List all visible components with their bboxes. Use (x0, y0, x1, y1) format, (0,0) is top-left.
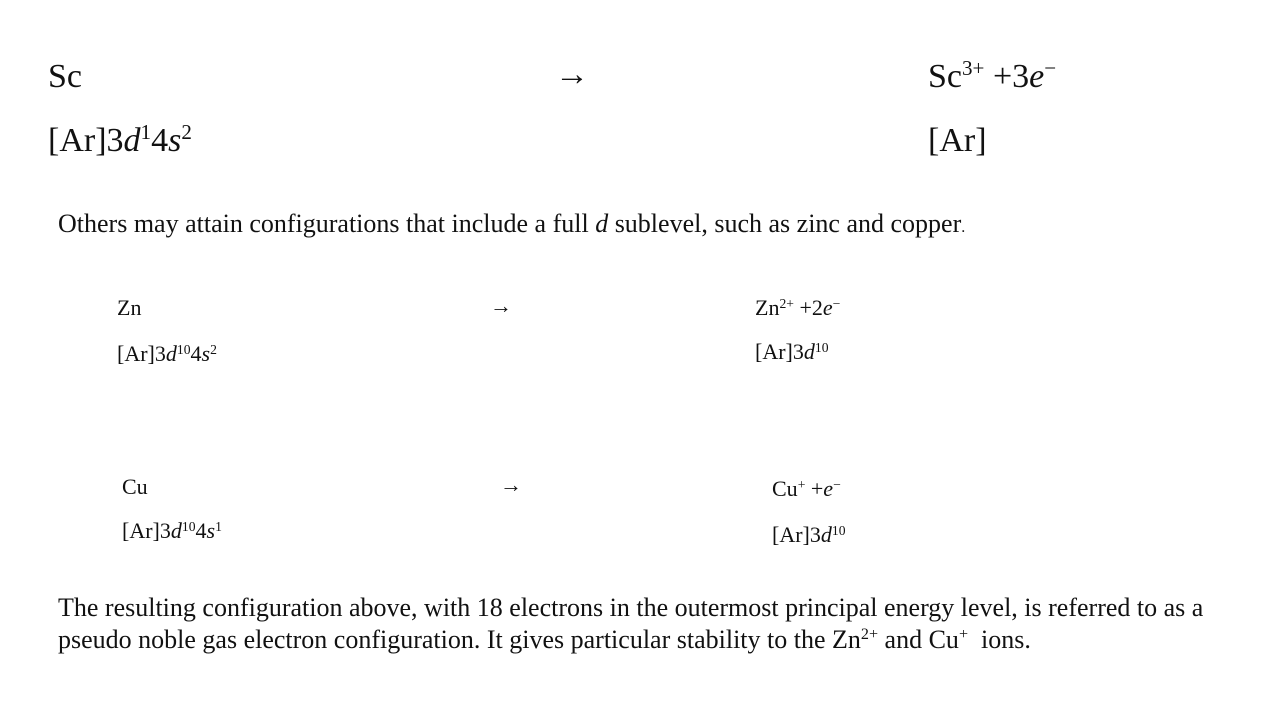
config-d-count: 10 (181, 518, 196, 534)
ion-config-d-count: 10 (831, 522, 846, 538)
config-s-count: 1 (215, 518, 222, 534)
electron-symbol: e (1029, 58, 1045, 95)
zinc-ion-equation (755, 297, 840, 319)
electron-charge: − (833, 476, 841, 492)
scandium-ion-equation (928, 56, 1057, 95)
ion-config-prefix: [Ar]3 (772, 522, 821, 547)
config-d-count: 1 (140, 120, 152, 145)
config-d: d (170, 518, 182, 543)
config-prefix: [Ar]3 (122, 518, 171, 543)
config-mid: 4 (190, 341, 202, 366)
ion-config-d-count: 10 (814, 339, 829, 355)
zinc-ion-config (755, 341, 829, 363)
config-s: s (201, 341, 211, 366)
scandium-ion-config: [Ar] (928, 122, 987, 159)
config-d: d (165, 341, 177, 366)
copper-config (122, 520, 222, 542)
ion-symbol: Cu (772, 476, 798, 501)
config-mid: 4 (151, 122, 169, 159)
para2-and: and (878, 624, 929, 654)
config-s: s (168, 122, 182, 159)
config-mid: 4 (195, 518, 207, 543)
electron-count: +3 (992, 58, 1030, 95)
config-d-count: 10 (176, 341, 191, 357)
electron-count: + (810, 476, 824, 501)
paragraph-pseudo-noble-gas (58, 592, 1208, 655)
para1-after: sublevel, such as zinc and copper (608, 209, 962, 238)
electron-charge: − (832, 295, 841, 311)
ion-charge: + (797, 476, 806, 492)
electron-count: +2 (799, 295, 823, 320)
scandium-config (48, 120, 192, 159)
config-prefix: [Ar]3 (48, 122, 124, 159)
ion-config-d: d (803, 339, 815, 364)
ion-charge: 3+ (962, 56, 985, 81)
ion-config-prefix: [Ar]3 (755, 339, 804, 364)
para2-text: The resulting configuration above, with 18 electrons in the outermost principal energy level, is referred to as a pseudo noble gas electron configuration. It gives particular stability to the (58, 593, 1204, 654)
para1-italic-d: d (595, 209, 609, 238)
zinc-symbol: Zn (117, 295, 142, 320)
copper-ion-equation (772, 478, 841, 500)
paragraph-full-d-sublevel (58, 208, 965, 240)
config-prefix: [Ar]3 (117, 341, 166, 366)
reaction-arrow-icon: → (555, 56, 589, 93)
config-s-count: 2 (181, 120, 192, 145)
config-s-count: 2 (210, 341, 217, 357)
reaction-arrow-icon: → (490, 293, 512, 318)
para2-zn: Zn (832, 624, 861, 654)
config-d: d (123, 122, 141, 159)
electron-symbol: e (823, 476, 834, 501)
electron-charge: − (1044, 56, 1057, 81)
config-s: s (206, 518, 216, 543)
para2-cu: Cu (928, 624, 959, 654)
para1-period: . (961, 219, 966, 236)
copper-symbol: Cu (122, 474, 148, 499)
zinc-config (117, 343, 217, 365)
ion-charge: 2+ (779, 295, 794, 311)
reaction-arrow-icon: → (500, 472, 522, 497)
ion-symbol: Sc (928, 58, 962, 95)
para2-cu-charge: + (958, 625, 969, 643)
para1-before: Others may attain configurations that include a full (58, 209, 596, 238)
para2-end: ions. (968, 624, 1031, 654)
para2-zn-charge: 2+ (860, 625, 879, 643)
ion-config-d: d (820, 522, 832, 547)
scandium-symbol: Sc (48, 58, 82, 95)
ion-symbol: Zn (755, 295, 780, 320)
electron-symbol: e (822, 295, 833, 320)
copper-ion-config (772, 524, 846, 546)
